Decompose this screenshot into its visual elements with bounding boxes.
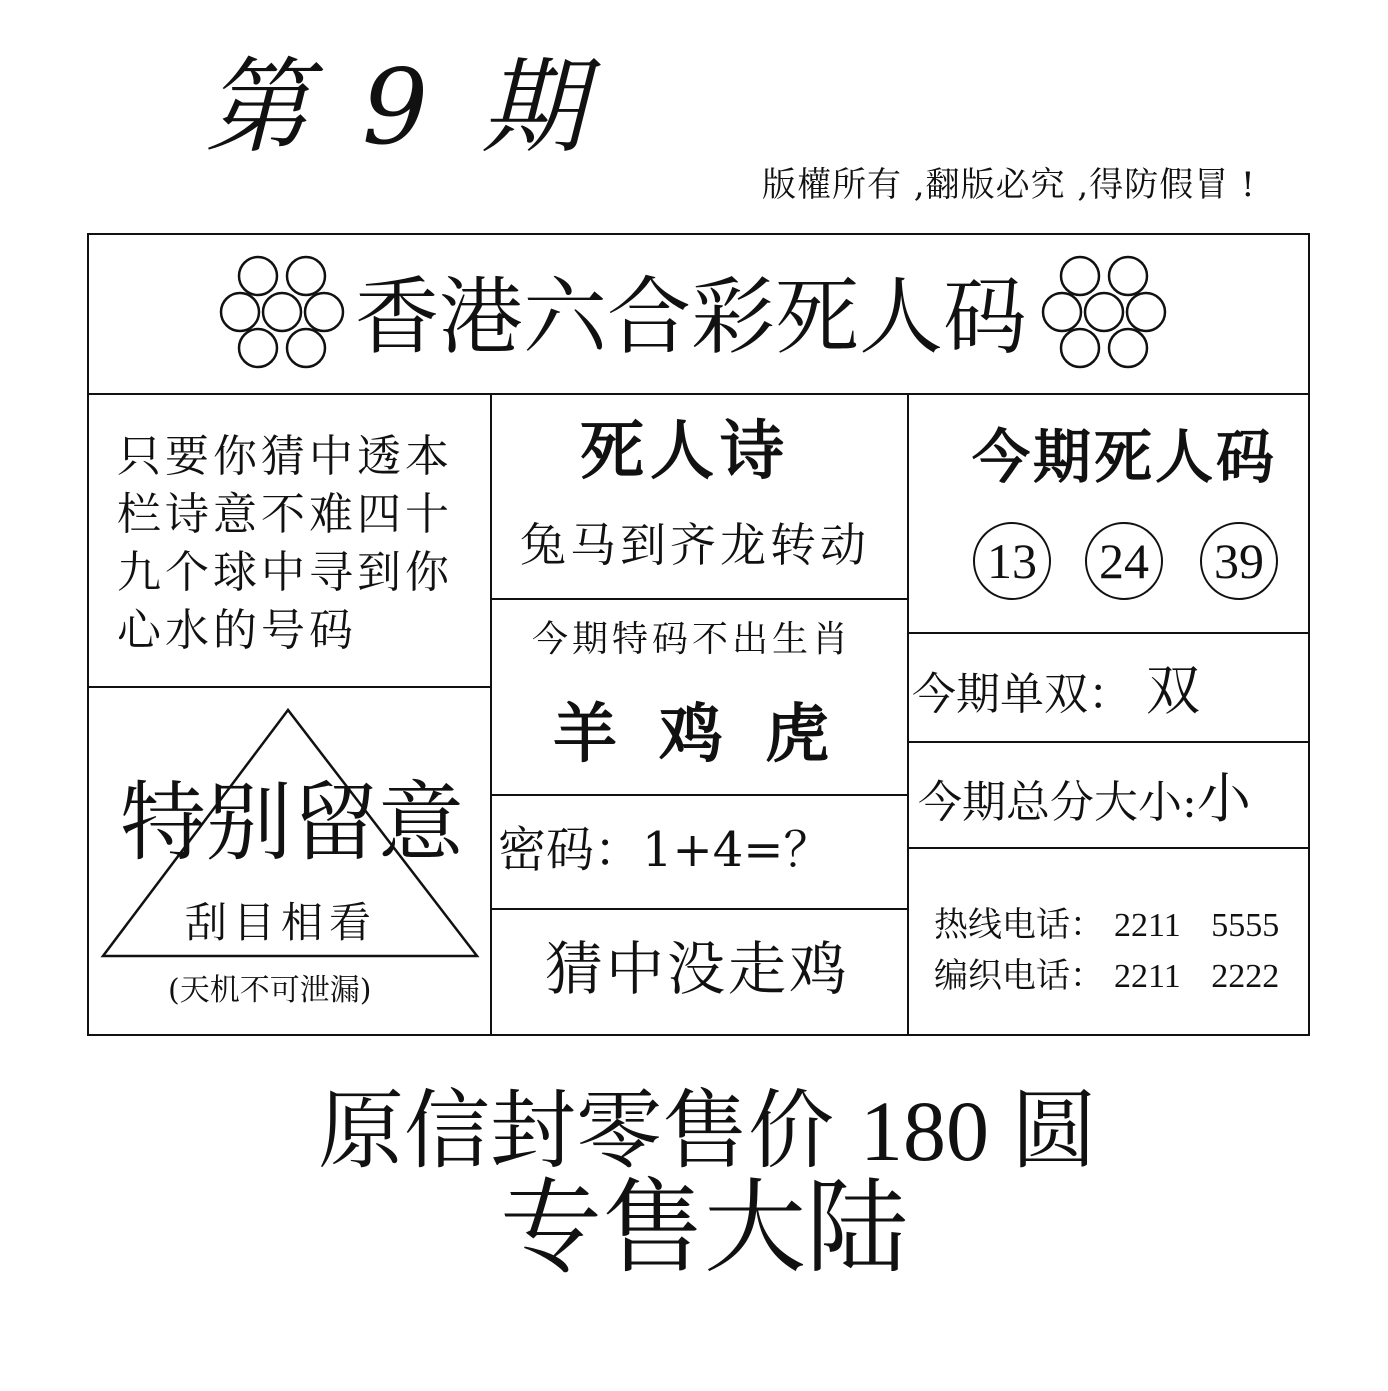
hotline-row (934, 900, 1279, 951)
number-ball: 24 (1085, 522, 1163, 600)
hotline-label: 热线电话： (934, 905, 1104, 945)
zodiac-item: 鸡 (659, 697, 727, 772)
edit-phone-row (934, 951, 1279, 1002)
flower-icon-left (218, 252, 348, 372)
poem-intro-line: 栏诗意不难四十 (117, 489, 453, 540)
special-notice-title: 特别留意 (120, 773, 464, 873)
odd-even-label: 今期单双： (912, 669, 1132, 720)
dead-number-heading: 今期死人码 (972, 423, 1278, 491)
price-unit: 圆 (1011, 1081, 1097, 1181)
poem-intro-line: 心水的号码 (117, 605, 357, 656)
copyright-notice: 版權所有 ,翻版必究 ,得防假冒 ! (762, 165, 1256, 205)
guess-phrase: 猜中没走鸡 (545, 935, 851, 1003)
flower-icon-right (1040, 252, 1170, 372)
poem-intro-line: 只要你猜中透本 (117, 431, 453, 482)
divider-mid-2 (492, 794, 907, 796)
excluded-zodiac-values (553, 697, 871, 772)
divider-left-1 (89, 686, 490, 688)
divider-right-column (907, 395, 909, 1036)
price-prefix: 原信封零售价 (318, 1081, 834, 1181)
zodiac-item: 羊 (553, 697, 621, 772)
big-small-row (918, 767, 1251, 830)
dead-poem-heading: 死人诗 (580, 414, 790, 489)
hotline-number: 2211 5555 (1114, 907, 1280, 944)
odd-even-row (912, 659, 1200, 722)
dead-poem-line: 兔马到齐龙转动 (520, 518, 870, 572)
edit-phone-label: 编织电话： (934, 956, 1104, 996)
divider-right-3 (909, 847, 1310, 849)
sales-region: 专售大陆 (500, 1169, 908, 1288)
password-riddle: 密码：1+4=？ (498, 822, 832, 878)
odd-even-value: 双 (1146, 659, 1200, 722)
divider-right-1 (909, 632, 1310, 634)
price-amount: 180 (860, 1083, 989, 1179)
special-notice-note: (天机不可泄漏) (168, 973, 372, 1008)
divider-banner (87, 393, 1310, 395)
zodiac-item: 虎 (765, 697, 833, 772)
issue-number: 第 9 期 (205, 46, 596, 168)
divider-mid-1 (492, 598, 907, 600)
excluded-zodiac-label: 今期特码不出生肖 (532, 619, 853, 660)
poem-intro-line: 九个球中寻到你 (117, 547, 453, 598)
big-small-label: 今期总分大小: (918, 777, 1197, 828)
divider-right-2 (909, 741, 1310, 743)
number-ball: 13 (973, 522, 1051, 600)
retail-price (318, 1081, 1097, 1181)
banner-title: 香港六合彩死人码 (355, 268, 1028, 366)
number-ball: 39 (1200, 522, 1278, 600)
divider-mid-3 (492, 908, 907, 910)
big-small-value: 小 (1196, 767, 1251, 830)
phone-contacts (934, 900, 1279, 1002)
edit-phone-number: 2211 2222 (1114, 958, 1280, 995)
divider-left-column (490, 395, 492, 1036)
poem-intro-text (117, 428, 477, 660)
special-notice-subtitle: 刮目相看 (185, 898, 378, 947)
